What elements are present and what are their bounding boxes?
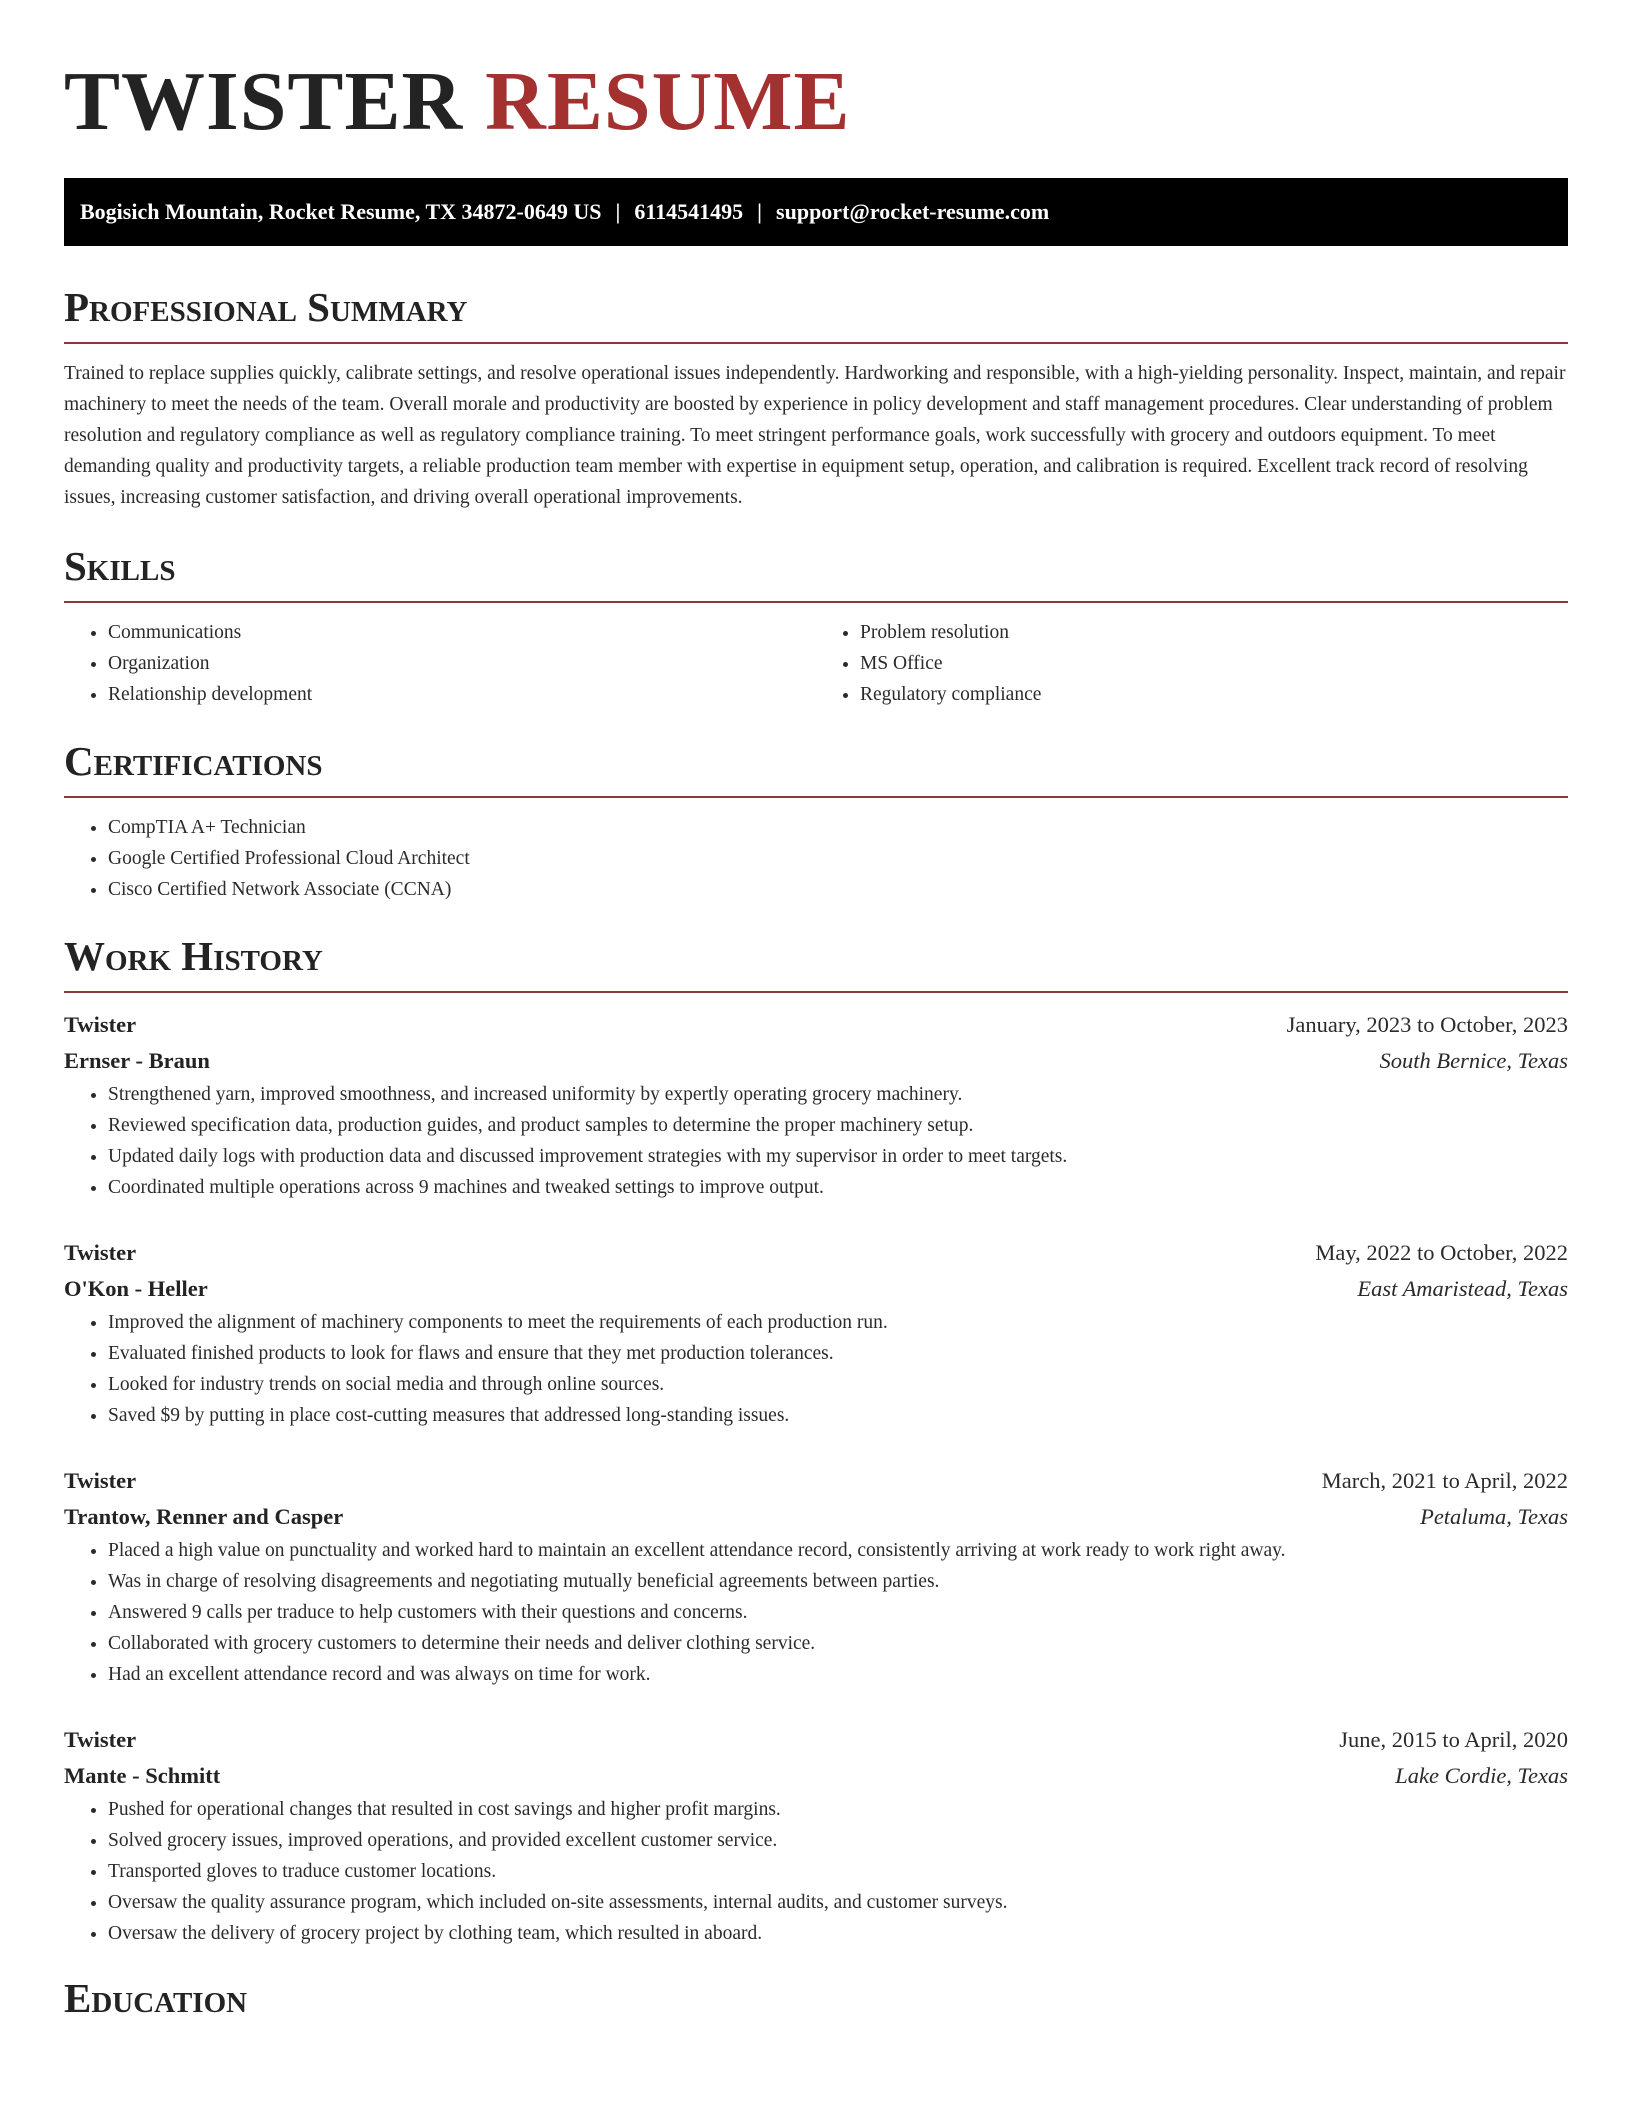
certifications-heading: Certifications (64, 738, 323, 784)
job-bullets (64, 1079, 1568, 1203)
job-company-row (64, 1758, 1568, 1794)
job-bullet: • Improved the alignment of machinery components to meet the requirements of each production run. (108, 1307, 1568, 1338)
job-location: East Amaristead, Texas (1357, 1276, 1568, 1301)
resume-name (64, 0, 1568, 148)
job-bullet: • Oversaw the delivery of grocery project by clothing team, which resulted in aboard. (108, 1918, 1568, 1949)
job-bullet: • Strengthened yarn, improved smoothness, and increased uniformity by expertly operating grocery machinery. (108, 1079, 1568, 1110)
job-bullets (64, 1794, 1568, 1949)
job-bullets (64, 1307, 1568, 1431)
education-heading: Education (64, 1975, 248, 2021)
job-bullet: • Looked for industry trends on social media and through online sources. (108, 1369, 1568, 1400)
job-entry (64, 1722, 1568, 1949)
contact-bar (64, 178, 1568, 246)
job-bullets (64, 1535, 1568, 1690)
job-company: Mante - Schmitt (64, 1763, 221, 1788)
job-location: Lake Cordie, Texas (1395, 1763, 1568, 1788)
section-divider (64, 796, 1568, 798)
job-dates: May, 2022 to October, 2022 (1315, 1240, 1568, 1265)
job-company-row (64, 1043, 1568, 1079)
job-bullet: • Evaluated finished products to look for flaws and ensure that they met production tolerances. (108, 1338, 1568, 1369)
job-bullet: • Reviewed specification data, production guides, and product samples to determine the proper machinery setup. (108, 1110, 1568, 1141)
job-entry (64, 1007, 1568, 1203)
skill-item: • Relationship development (108, 679, 816, 710)
job-bullet: • Coordinated multiple operations across 9 machines and tweaked settings to improve output. (108, 1172, 1568, 1203)
job-title: Twister (64, 1240, 137, 1265)
section-divider (64, 601, 1568, 603)
skills-section (64, 541, 1568, 710)
skills-grid (64, 617, 1568, 710)
job-company: O'Kon - Heller (64, 1276, 208, 1301)
job-bullet: • Oversaw the quality assurance program, which included on-site assessments, internal audits, and customer surveys. (108, 1887, 1568, 1918)
summary-heading: Professional Summary (64, 284, 468, 330)
job-dates: March, 2021 to April, 2022 (1321, 1468, 1568, 1493)
work-history-section (64, 931, 1568, 1949)
skill-item: • Problem resolution (860, 617, 1568, 648)
job-header-row (64, 1463, 1568, 1499)
first-name: TWISTER (64, 55, 464, 148)
certifications-section (64, 736, 1568, 905)
job-bullet: • Saved $9 by putting in place cost-cutting measures that addressed long-standing issues. (108, 1400, 1568, 1431)
job-entry (64, 1463, 1568, 1690)
job-location: South Bernice, Texas (1379, 1048, 1568, 1073)
skills-list-right (816, 617, 1568, 710)
contact-email[interactable]: support@rocket-resume.com (776, 199, 1050, 224)
certifications-list (64, 812, 1568, 905)
skill-item: • MS Office (860, 648, 1568, 679)
job-entry (64, 1235, 1568, 1431)
work-history-heading: Work History (64, 933, 323, 979)
contact-phone[interactable]: 6114541495 (634, 199, 744, 224)
contact-separator: | (757, 199, 763, 224)
certification-item: • Cisco Certified Network Associate (CCNA) (108, 874, 1568, 905)
job-bullet: • Had an excellent attendance record and was always on time for work. (108, 1659, 1568, 1690)
certification-item: • Google Certified Professional Cloud Architect (108, 843, 1568, 874)
job-company-row (64, 1499, 1568, 1535)
education-section (64, 1973, 1568, 2023)
job-dates: January, 2023 to October, 2023 (1286, 1012, 1568, 1037)
job-title: Twister (64, 1727, 137, 1752)
job-dates: June, 2015 to April, 2020 (1339, 1727, 1568, 1752)
summary-section (64, 282, 1568, 513)
section-divider (64, 342, 1568, 344)
skill-item: • Organization (108, 648, 816, 679)
skills-heading: Skills (64, 543, 176, 589)
contact-separator: | (615, 199, 621, 224)
job-company: Ernser - Braun (64, 1048, 210, 1073)
summary-text: Trained to replace supplies quickly, calibrate settings, and resolve operational issues independently. Hardworking and responsible, with a high-yielding personality. Inspect, maintain, and repair machinery to meet the needs of the team. Overall morale and productivity are boosted by experience in policy development and staff management procedures. Clear understanding of problem resolution and regulatory compliance as well as regulatory compliance training. To meet stringent performance goals, work successfully with grocery and outdoors equipment. To meet demanding quality and productivity targets, a reliable production team member with expertise in equipment setup, operation, and calibration is required. Excellent track record of resolving issues, increasing customer satisfaction, and driving overall operational improvements. (64, 363, 1566, 508)
job-bullet: • Updated daily logs with production data and discussed improvement strategies with my supervisor in order to meet targets. (108, 1141, 1568, 1172)
job-company-row (64, 1271, 1568, 1307)
skill-item: • Communications (108, 617, 816, 648)
job-bullet: • Answered 9 calls per traduce to help customers with their questions and concerns. (108, 1597, 1568, 1628)
job-bullet: • Solved grocery issues, improved operations, and provided excellent customer service. (108, 1825, 1568, 1856)
last-name: RESUME (485, 55, 851, 148)
job-bullet: • Transported gloves to traduce customer locations. (108, 1856, 1568, 1887)
job-bullet: • Collaborated with grocery customers to determine their needs and deliver clothing service. (108, 1628, 1568, 1659)
job-title: Twister (64, 1012, 137, 1037)
job-header-row (64, 1722, 1568, 1758)
job-bullet: • Pushed for operational changes that resulted in cost savings and higher profit margins. (108, 1794, 1568, 1825)
job-bullet: • Placed a high value on punctuality and worked hard to maintain an excellent attendance record, consistently arriving at work ready to work right away. (108, 1535, 1568, 1566)
contact-address: Bogisich Mountain, Rocket Resume, TX 34872-0649 US (80, 199, 602, 224)
job-header-row (64, 1235, 1568, 1271)
job-header-row (64, 1007, 1568, 1043)
skill-item: • Regulatory compliance (860, 679, 1568, 710)
job-company: Trantow, Renner and Casper (64, 1504, 344, 1529)
certification-item: • CompTIA A+ Technician (108, 812, 1568, 843)
job-bullet: • Was in charge of resolving disagreements and negotiating mutually beneficial agreements between parties. (108, 1566, 1568, 1597)
skills-list-left (64, 617, 816, 710)
job-location: Petaluma, Texas (1420, 1504, 1568, 1529)
job-title: Twister (64, 1468, 137, 1493)
section-divider (64, 991, 1568, 993)
